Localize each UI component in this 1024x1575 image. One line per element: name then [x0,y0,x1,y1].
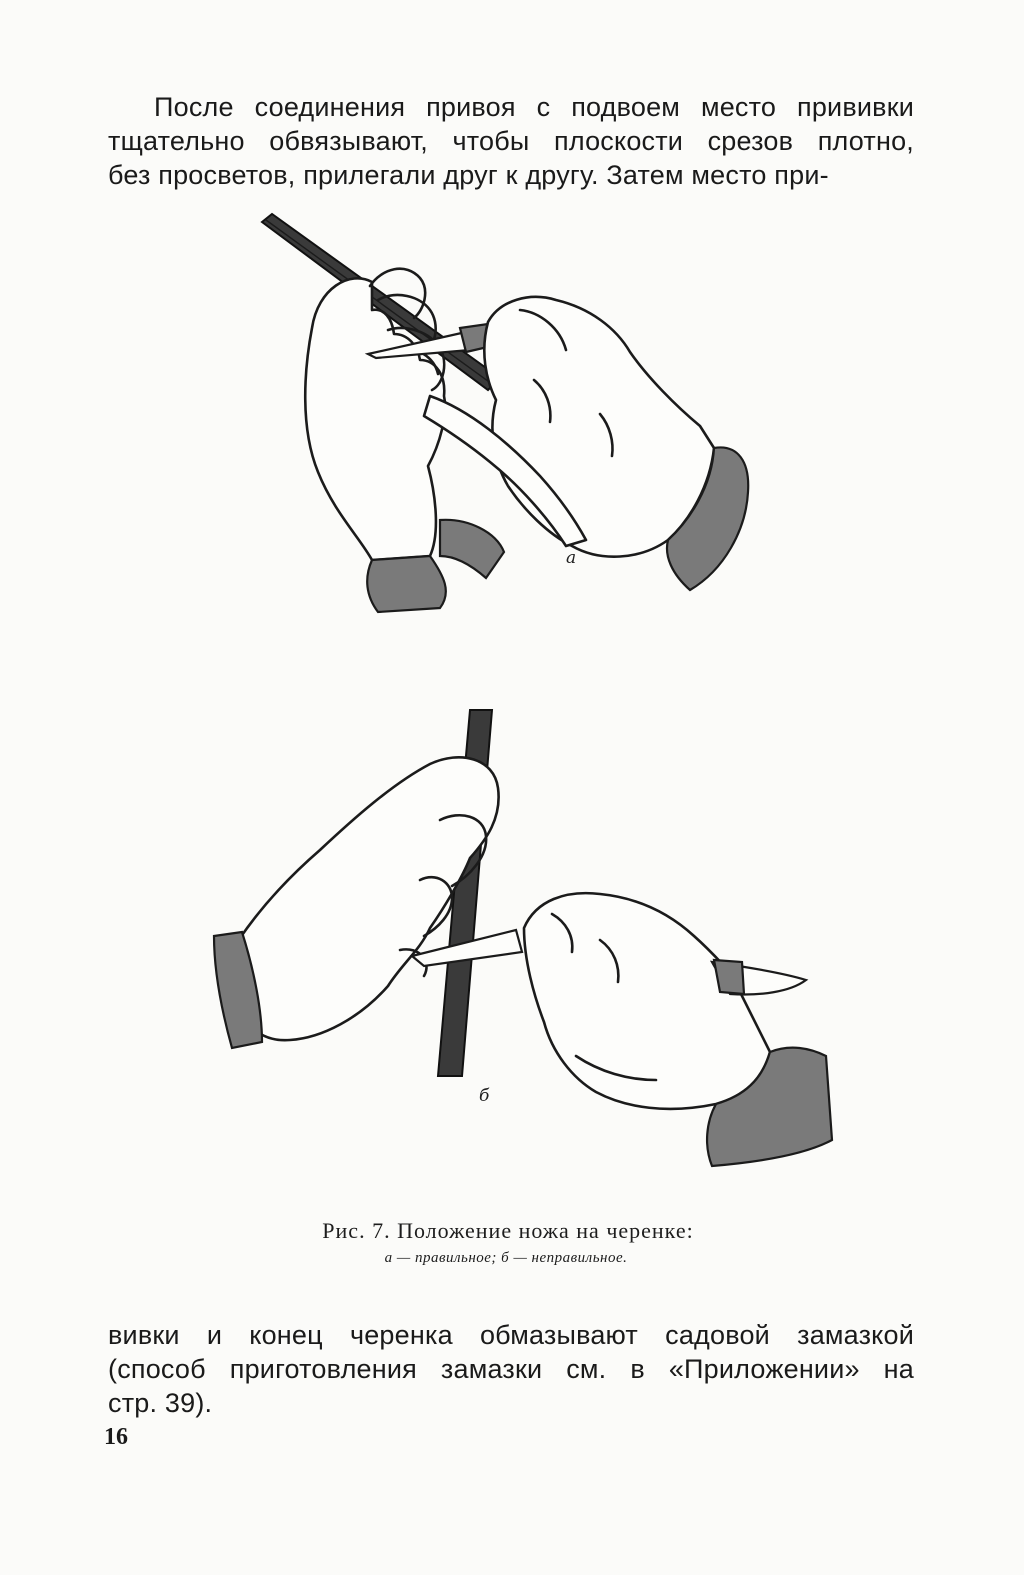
text-line: После соединения привоя с подвоем место прививки [154,92,914,122]
right-hand [524,893,770,1109]
figure-caption-legend: а — правильное; б — неправильное. [384,1250,628,1266]
page-number: 16 [104,1424,128,1450]
paragraph-bottom [108,1318,914,1420]
left-sleeve-cuff [367,556,446,612]
illustration-correct-knife-position [0,200,1024,640]
text-line: без просветов, прилегали друг к другу. Затем место при- [108,160,829,190]
figure-label-b: б [479,1086,490,1106]
text-line: стр. 39). [108,1388,213,1418]
left-hand [305,278,445,560]
text-line: (способ приготовления замазки см. в «Приложении» на [108,1354,914,1384]
illustration-incorrect-knife-position [0,700,1024,1220]
text-line: тщательно обвязывают, чтобы плоскости срезов плотно, [108,126,914,156]
right-hand [484,297,714,557]
text-line: вивки и конец черенка обмазывают садовой замазкой [108,1320,914,1350]
figure-label-a: а [566,548,577,568]
paragraph-top [108,90,914,192]
figure-caption-title: Рис. 7. Положение ножа на черенке: [322,1218,694,1243]
